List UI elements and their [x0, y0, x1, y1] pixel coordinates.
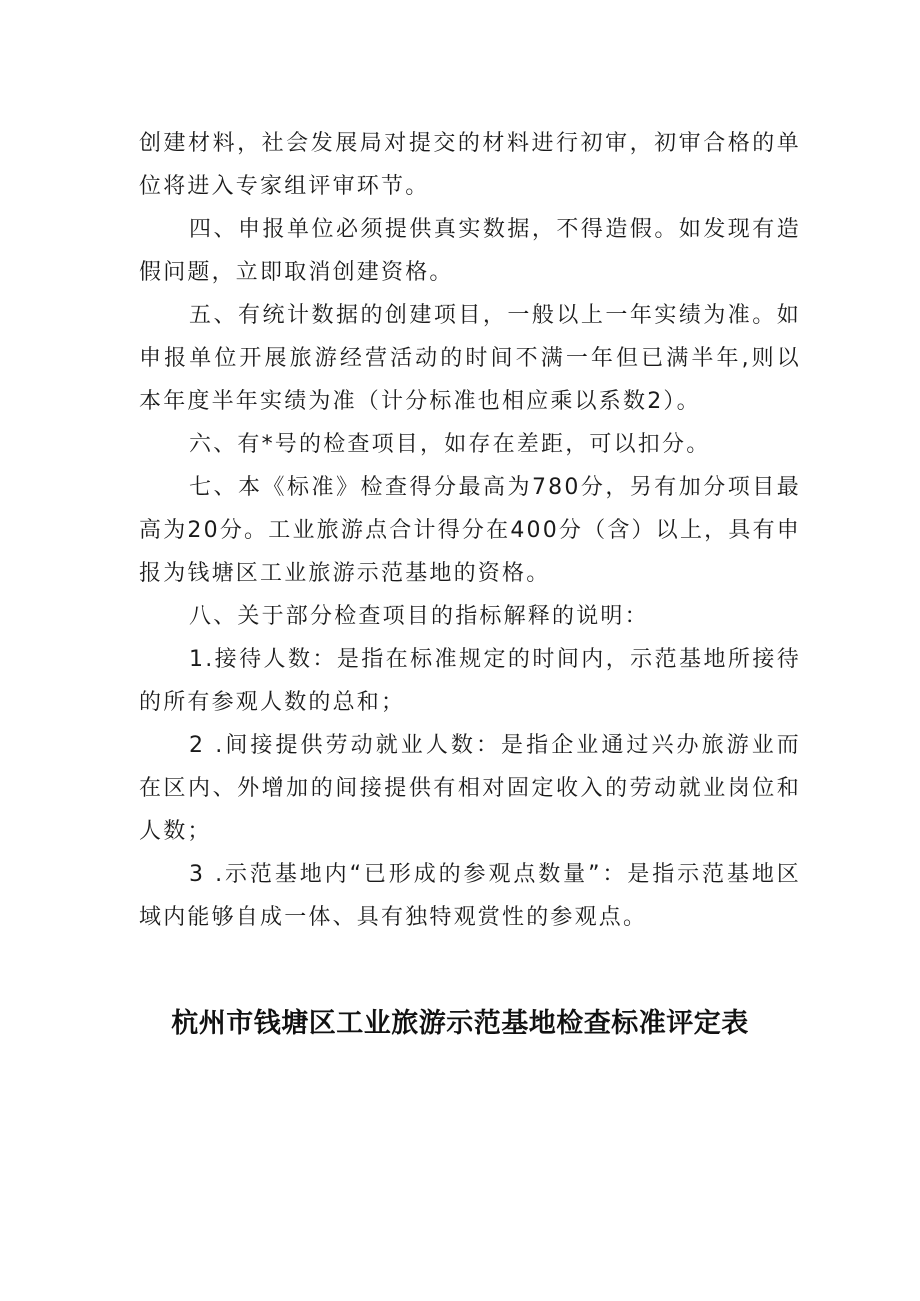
paragraph-item-7: 七、本《标准》检查得分最高为780分，另有加分项目最高为20分。工业旅游点合计得分在400分（含）以上，具有申报为钱塘区工业旅游示范基地的资格。 — [139, 475, 801, 586]
paragraph-subitem-3: 3 .示范基地内“已形成的参观点数量”：是指示范基地区域内能够自成一体、具有独特观赏性的参观点。 — [139, 862, 801, 930]
paragraph-item-6: 六、有*号的检查项目，如存在差距，可以扣分。 — [189, 432, 711, 457]
paragraph-subitem-2: 2 .间接提供劳动就业人数：是指企业通过兴办旅游业而在区内、外增加的间接提供有相对固定收入的劳动就业岗位和人数； — [139, 733, 801, 844]
paragraph-subitem-1: 1.接待人数：是指在标准规定的时间内，示范基地所接待的所有参观人数的总和； — [139, 647, 801, 715]
paragraph-item-5: 五、有统计数据的创建项目，一般以上一年实绩为准。如申报单位开展旅游经营活动的时间不满一年但已满半年,则以本年度半年实绩为准（计分标准也相应乘以系数2）。 — [139, 303, 801, 414]
document-title: 杭州市钱塘区工业旅游示范基地检查标准评定表 — [171, 1008, 749, 1039]
paragraph-item-8: 八、关于部分检查项目的指标解释的说明： — [189, 604, 649, 629]
paragraph-continuation: 创建材料，社会发展局对提交的材料进行初审，初审合格的单位将进入专家组评审环节。 — [139, 131, 801, 199]
paragraph-item-4: 四、申报单位必须提供真实数据，不得造假。如发现有造假问题，立即取消创建资格。 — [139, 217, 801, 285]
document-body — [139, 122, 801, 939]
